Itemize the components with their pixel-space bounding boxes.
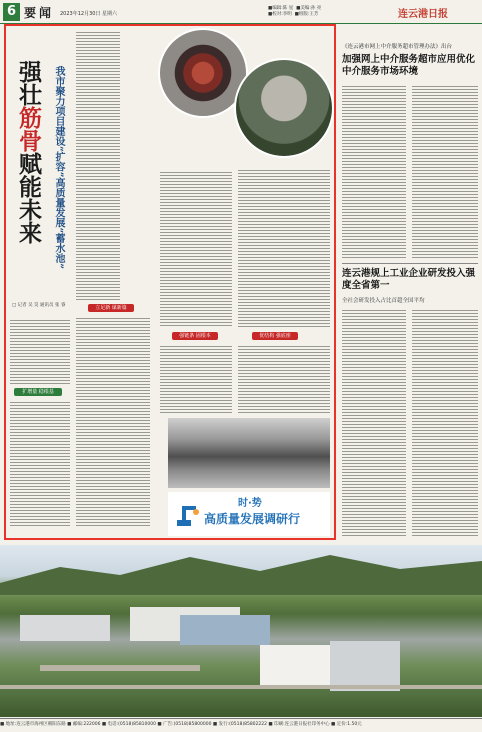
article-text — [342, 308, 406, 536]
article-subhead: 扩增量 稳根基 — [14, 388, 62, 396]
credit-item: ■美编:孙 亮 — [296, 6, 322, 11]
article-text — [160, 344, 232, 414]
page-footer: ■ 地址:连云港市海州区朝阳东路 ■ 邮编:222006 ■ 电话:(0518)85810000 ■ 广告:(0518)85800000 ■ 发行:(0518)85802222 ■ 印刷:连云港日报社印务中心 ■ 定价:1.50元 — [0, 718, 482, 732]
aerial-photo-industrial-park — [0, 545, 482, 717]
headline-highlight: 筋骨 — [15, 106, 42, 152]
article-subhead: 强链条 固根本 — [172, 332, 218, 340]
article-text — [342, 84, 406, 258]
divider — [342, 263, 478, 264]
credit-item: ■编辑:陈 星 — [268, 6, 294, 11]
article-text — [10, 318, 70, 384]
article-text — [76, 316, 150, 528]
article-text — [238, 168, 330, 328]
circular-photo-factory — [234, 58, 334, 158]
article-subhead: 立足新 谋新篇 — [88, 304, 134, 312]
lead-headline — [14, 60, 42, 280]
right-bottom-headline: 连云港规上工业企业研发投入强度全省第一 — [342, 268, 476, 291]
article-text — [10, 400, 70, 528]
article-text — [160, 170, 232, 328]
photo-pipe-manufacturing — [168, 418, 330, 488]
byline: □ 记者 吴 昊 通讯员 张 睿 — [12, 303, 66, 308]
credit-item: ■校对:李明 — [268, 12, 292, 17]
banner-subtitle: 高质量发展调研行 — [204, 512, 301, 526]
headline-part: 赋能未来 — [15, 152, 42, 244]
newspaper-logo: 连云港日报 — [398, 9, 448, 20]
article-text — [412, 84, 478, 258]
right-bottom-subhead: 全社会研发投入占比首超全国平均 — [342, 298, 425, 304]
issue-date: 2023年12月30日 星期六 — [60, 11, 118, 17]
credit-item: ■组版:王芳 — [294, 12, 319, 17]
article-text — [238, 344, 330, 414]
series-banner — [168, 492, 330, 536]
robot-arm-icon — [174, 500, 200, 528]
article-text — [412, 308, 478, 536]
page-number: 6 — [3, 3, 20, 21]
headline-part: 强壮 — [15, 60, 42, 106]
banner-title: 时·势 — [238, 498, 262, 509]
article-subhead: 优结构 强底座 — [252, 332, 298, 340]
section-title: 要闻 — [24, 6, 55, 20]
article-text — [76, 30, 120, 300]
right-top-kicker: 《连云港市网上中介服务超市管理办法》出台 — [342, 44, 453, 50]
lead-subtitle: 我市聚力项目建设“扩容”高质量发展“蓄水池” — [53, 66, 64, 270]
aerial-photo-illustration — [0, 545, 482, 717]
right-top-headline: 加强网上中介服务超市应用优化中介服务市场环境 — [342, 54, 476, 77]
editor-credits — [268, 6, 321, 18]
